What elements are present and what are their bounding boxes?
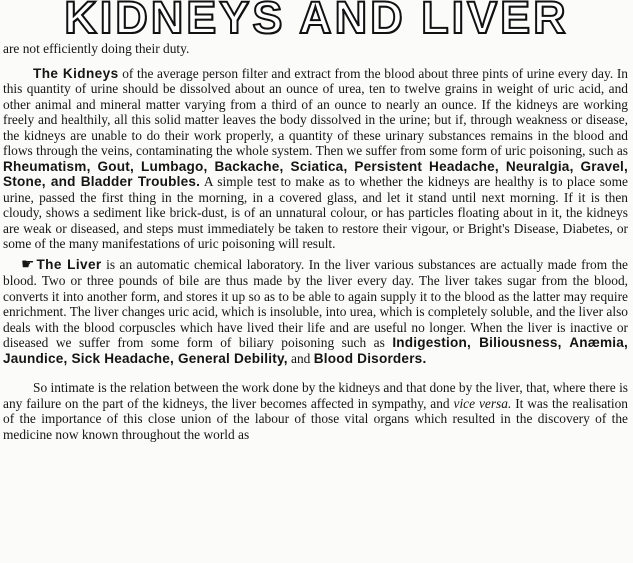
kidney-ailments: Rheumatism, Gout, Lumbago, Backache, Sciatica, Persistent Headache, Neuralgia, Gravel, Stone, and Bladder Troubles. bbox=[3, 158, 628, 189]
liver-ailments-1: Indigestion, Biliousness, Anæmia, Jaundice, Sick Headache, General Debility, bbox=[3, 335, 629, 366]
liver-text-1: is an automatic chemical laboratory. In the liver various substances are actually made from the blood. Two or three pounds of bile are thus made by the liver every day. The liver takes sugar from the blood, converts it into another form, and stores it up so as to be able to again supply it to the blood as the latter may require enrichment. The liver changes uric acid, which is insoluble, into urea, which is completely soluble, and the liver also deals with the blood corpuscles which have lived their life and are useful no longer. When the liver is inactive or diseased we suffer from some form of biliary poisoning such as bbox=[3, 256, 628, 350]
paragraph-liver bbox=[3, 257, 628, 367]
kidneys-text-1: of the average person filter and extract from the blood about three pints of urine every day. In this quantity of urine should be dissolved about an ounce of urea, ten to twelve grains in weight of uric acid, and other animal and mineral matter varying from a third of an ounce to nearly an ounce. If the kidneys are working freely and healthily, all this solid matter leaves the body dissolved in the urine; but if, through weakness or disease, the kidneys are unable to do their work properly, a quantity of these urinary substances remains in the blood and flows through the veins, contaminating the whole system. Then we suffer from some form of uric poisoning, such as bbox=[3, 65, 628, 158]
liver-and: and bbox=[287, 350, 314, 366]
pointing-hand-icon: ☛ bbox=[21, 256, 35, 273]
relation-text-2: It was the realisation of the importance of this close union of the labour of those vital organs which resulted in the discovery of the medicine now known throughout the world as bbox=[3, 395, 628, 442]
paragraph-intro: are not efficiently doing their duty. bbox=[3, 41, 190, 56]
kidneys-text-2: A simple test to make as to whether the kidneys are healthy is to place some urine, passed the first thing in the morning, in a covered glass, and let it stand until next morning. If it is then cloudy, shows a sediment like brick-dust, is of an unnatural colour, or has particles floating about in it, the kidneys are weak or diseased, and steps must immediately be taken to restore their vigour, or Bright's Disease, Diabetes, or some of the many manifestations of uric poisoning will result. bbox=[3, 174, 628, 251]
liver-lead: The Liver bbox=[36, 256, 102, 272]
paragraph-relation bbox=[3, 380, 628, 442]
relation-text-1: So intimate is the relation between the work done by the kidneys and that done by the liver, that, where there is any failure on the part of the kidneys, the liver becomes affected in sympathy, and bbox=[3, 380, 628, 411]
headline-text: KIDNEYS AND LIVER bbox=[64, 0, 569, 38]
vice-versa: vice versa. bbox=[453, 395, 512, 411]
paragraph-kidneys bbox=[3, 66, 628, 252]
headline bbox=[0, 0, 633, 38]
kidneys-lead: The Kidneys bbox=[33, 65, 119, 81]
article-body bbox=[3, 41, 628, 442]
liver-ailments-2: Blood Disorders. bbox=[313, 350, 427, 366]
